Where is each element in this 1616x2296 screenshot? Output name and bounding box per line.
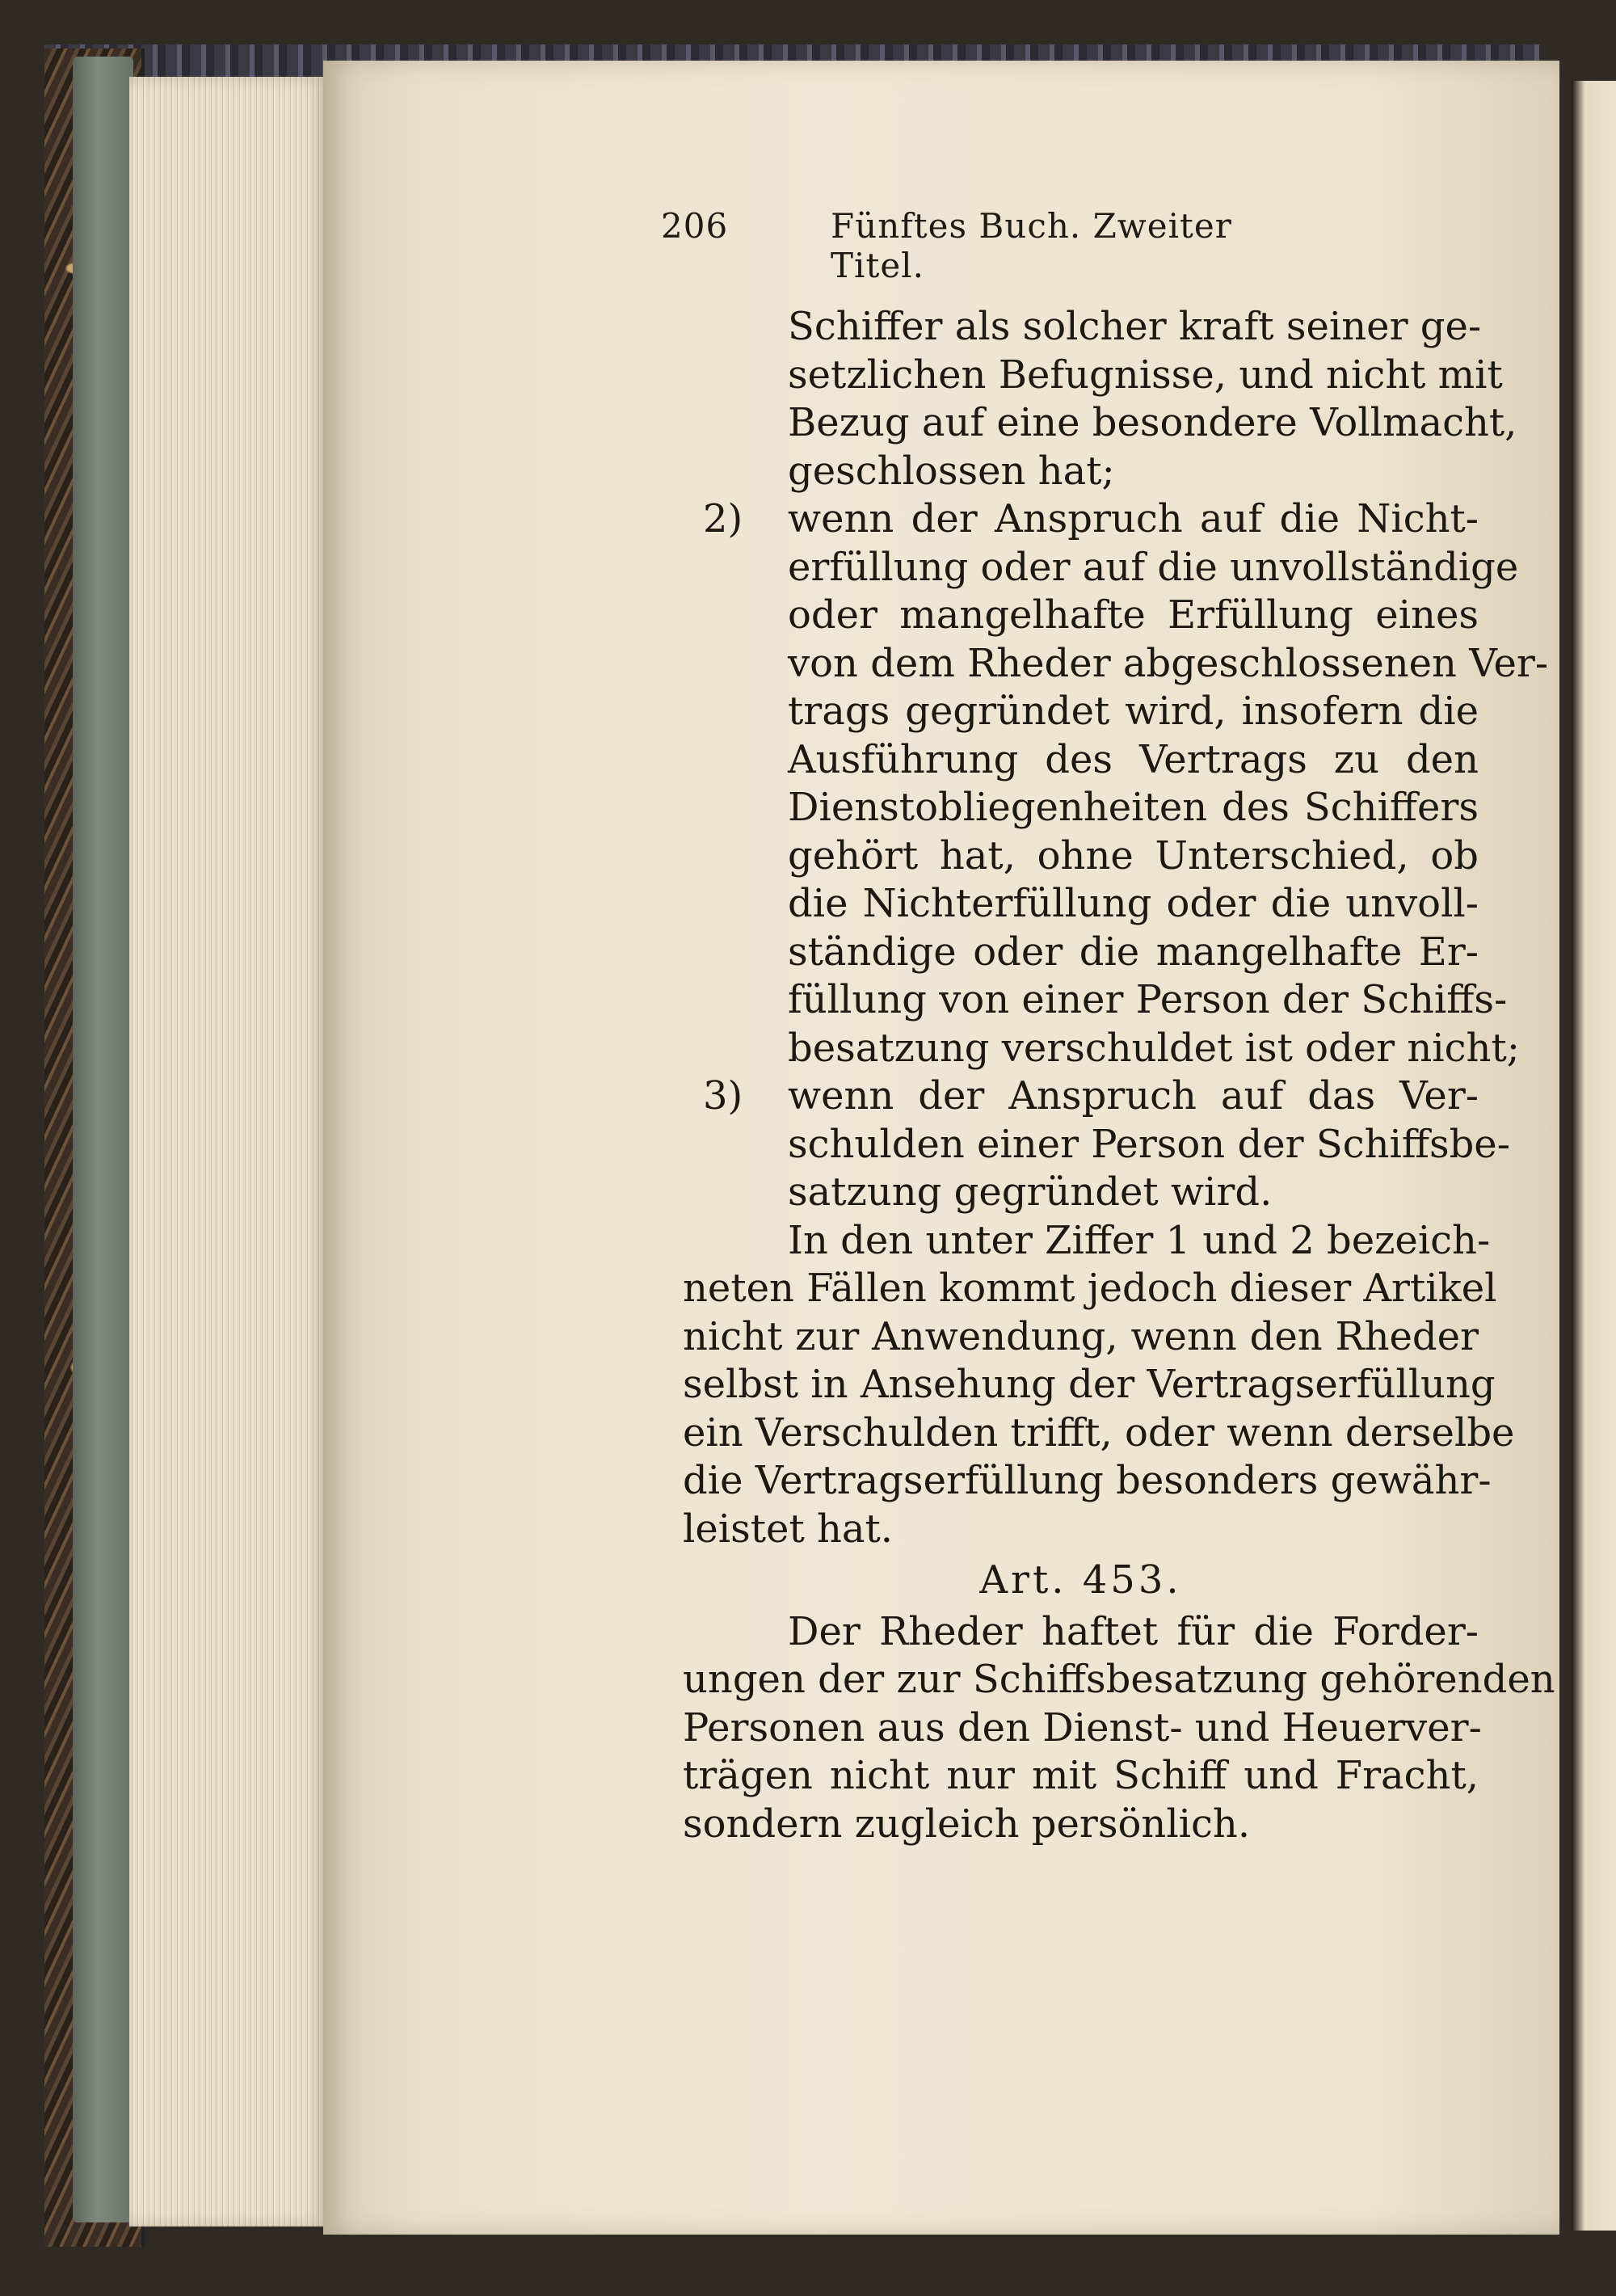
text-line: neten Fällen kommt jedoch dieser Artikel (683, 1266, 1497, 1311)
text-line: geschlossen hat; (788, 448, 1115, 494)
text-line: ein Verschulden trifft, oder wenn derselbe (683, 1409, 1515, 1456)
text-line: Der Rheder haftet für die Forder- (788, 1608, 1479, 1654)
text-line: satzung gegründet wird. (788, 1169, 1273, 1215)
text-line: wenn der Anspruch auf die Nicht- (788, 496, 1479, 541)
text-line: gehört hat, ohne Unterschied, ob (788, 832, 1479, 878)
page-edges (129, 77, 327, 2226)
text-line: leistet hat. (683, 1506, 894, 1552)
page-text (683, 303, 1555, 1848)
text-line: ständige oder die mangelhafte Er- (788, 929, 1479, 975)
facing-page-edge (1572, 81, 1616, 2231)
spine-edge (73, 57, 133, 2222)
text-line: Schiffer als solcher kraft seiner ge- (788, 304, 1482, 349)
text-line: sondern zugleich persönlich. (683, 1801, 1251, 1847)
text-line: oder mangelhafte Erfüllung eines (788, 592, 1479, 638)
list-item-3 (683, 1072, 1479, 1121)
running-title: Fünftes Buch. Zweiter Titel. (831, 206, 1232, 285)
text-line: selbst in Ansehung der Vertragserfüllung (683, 1362, 1496, 1407)
text-line: von dem Rheder abgeschlossenen Ver- (788, 640, 1549, 686)
page-number: 206 (661, 206, 729, 246)
text-line: Dienstobliegenheiten des Schiffers (788, 785, 1479, 830)
text-line: trags gegründet wird, insofern die (788, 689, 1479, 734)
list-number: 2) (703, 496, 743, 541)
text-line: erfüllung oder auf die unvollständige (788, 544, 1519, 590)
text-line: trägen nicht nur mit Schiff und Fracht, (683, 1753, 1479, 1798)
text-line: schulden einer Person der Schiffsbe- (788, 1121, 1510, 1167)
text-line: In den unter Ziffer 1 und 2 bezeich- (788, 1217, 1491, 1263)
text-line: nicht zur Anwendung, wenn den Rheder (683, 1313, 1479, 1359)
text-line: ungen der zur Schiffsbesatzung gehörenden (683, 1657, 1555, 1702)
text-line: besatzung verschuldet ist oder nicht; (788, 1025, 1520, 1071)
list-number: 3) (703, 1073, 743, 1119)
text-line: wenn der Anspruch auf das Ver- (788, 1073, 1479, 1119)
list-item-2 (683, 495, 1479, 544)
text-line: Bezug auf eine besondere Vollmacht, (788, 400, 1517, 445)
text-line: Ausführung des Vertrags zu den (788, 736, 1479, 782)
text-line: Personen aus den Dienst- und Heuerver- (683, 1704, 1482, 1750)
text-line: füllung von einer Person der Schiffs- (788, 977, 1508, 1022)
running-head (661, 206, 1324, 285)
text-line: die Nichterfüllung oder die unvoll- (788, 881, 1479, 926)
text-line: die Vertragserfüllung besonders gewähr- (683, 1458, 1492, 1503)
article-heading: Art. 453. (979, 1557, 1182, 1603)
text-line: setzlichen Befugnisse, und nicht mit (788, 352, 1503, 398)
